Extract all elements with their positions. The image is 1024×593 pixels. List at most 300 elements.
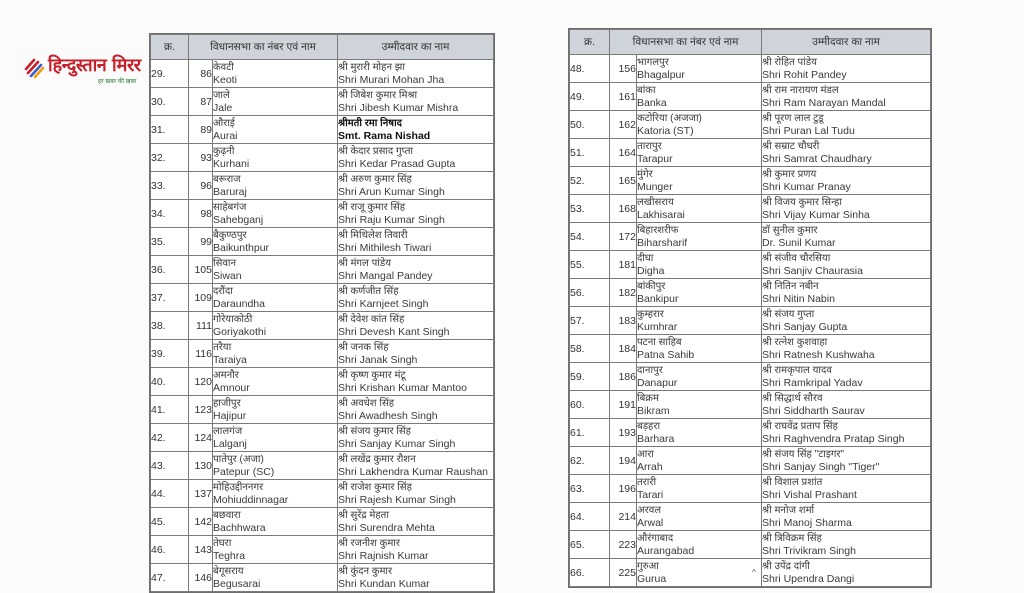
table-row [151, 452, 494, 480]
candidate-table-right [568, 28, 932, 588]
constituency-name [637, 419, 762, 447]
candidate-name [762, 335, 931, 363]
candidate-name-hindi: श्री मुरारी मोहन झा [338, 61, 405, 73]
constituency-number: 130 [189, 452, 213, 480]
candidate-name-hindi: श्री अवधेश सिंह [338, 397, 395, 409]
constituency-name-hindi: कुम्हरार [637, 308, 664, 320]
constituency-name [637, 391, 762, 419]
serial-number: 39. [151, 340, 189, 368]
candidate-name-hindi: श्री जिबेश कुमार मिश्रा [338, 89, 418, 101]
candidate-name-english: Shri Kundan Kumar [338, 577, 430, 590]
candidate-name [338, 452, 494, 480]
candidate-name-english: Shri Surendra Mehta [338, 521, 435, 534]
constituency-name-hindi: मुंगेर [637, 168, 653, 180]
constituency-number: 193 [610, 419, 637, 447]
constituency-name-english: Patepur (SC) [213, 465, 275, 478]
constituency-name [637, 559, 762, 587]
constituency-name-hindi: बिहारशरीफ [637, 224, 679, 236]
table-row [151, 228, 494, 256]
candidate-name [338, 88, 494, 116]
constituency-name [637, 167, 762, 195]
candidate-name-hindi: श्री विजय कुमार सिन्हा [762, 196, 842, 208]
serial-number: 38. [151, 312, 189, 340]
constituency-name-hindi: औरंगाबाद [637, 532, 674, 544]
candidate-name [762, 307, 931, 335]
candidate-name-english: Shri Ratnesh Kushwaha [762, 348, 875, 361]
table-row [151, 312, 494, 340]
table-row [151, 564, 494, 592]
candidate-name-english: Shri Devesh Kant Singh [338, 325, 450, 338]
serial-number: 34. [151, 200, 189, 228]
table-row [570, 167, 931, 195]
constituency-name [637, 503, 762, 531]
serial-number: 64. [570, 503, 610, 531]
serial-number: 58. [570, 335, 610, 363]
table-row [151, 88, 494, 116]
candidate-name-english: Shri Rajnish Kumar [338, 549, 429, 562]
candidate-name [338, 424, 494, 452]
constituency-name-english: Biharsharif [637, 236, 688, 249]
table-row [570, 419, 931, 447]
candidate-name [762, 111, 931, 139]
serial-number: 32. [151, 144, 189, 172]
constituency-name [213, 88, 338, 116]
constituency-name-english: Bachhwara [213, 521, 266, 534]
constituency-name-hindi: कटोरिया (अजजा) [637, 112, 702, 124]
constituency-name-english: Goriyakothi [213, 325, 267, 338]
constituency-name-hindi: दरौंदा [213, 285, 233, 297]
candidate-name [762, 279, 931, 307]
candidate-name-hindi: श्री मिथिलेश तिवारी [338, 229, 408, 241]
serial-number: 61. [570, 419, 610, 447]
constituency-name-english: Aurangabad [637, 544, 695, 557]
constituency-number: 109 [189, 284, 213, 312]
table-header-row [570, 30, 931, 55]
constituency-number: 225 [610, 559, 637, 587]
brand-name: हिन्दुस्तान मिरर [48, 55, 141, 76]
header-constituency: विधानसभा का नंबर एवं नाम [610, 30, 762, 55]
constituency-name [213, 200, 338, 228]
constituency-name-hindi: आरा [637, 448, 654, 460]
candidate-name-english: Shri Kedar Prasad Gupta [338, 157, 456, 170]
constituency-name-hindi: बिक्रम [637, 392, 659, 404]
header-candidate: उम्मीदवार का नाम [338, 35, 494, 60]
serial-number: 57. [570, 307, 610, 335]
serial-number: 54. [570, 223, 610, 251]
candidate-name [762, 531, 931, 559]
constituency-name [213, 480, 338, 508]
constituency-number: 162 [610, 111, 637, 139]
candidate-name-english: Shri Raju Kumar Singh [338, 213, 445, 226]
constituency-number: 181 [610, 251, 637, 279]
serial-number: 35. [151, 228, 189, 256]
stripes-logo-icon [24, 57, 48, 79]
constituency-number: 223 [610, 531, 637, 559]
constituency-number: 137 [189, 480, 213, 508]
constituency-number: 183 [610, 307, 637, 335]
candidate-name [762, 83, 931, 111]
candidate-name [338, 368, 494, 396]
constituency-name-english: Gurua [637, 572, 667, 585]
serial-number: 47. [151, 564, 189, 592]
constituency-name-hindi: अरवल [637, 504, 662, 516]
candidate-name [338, 396, 494, 424]
constituency-name [637, 195, 762, 223]
constituency-number: 86 [189, 60, 213, 88]
constituency-name-english: Bikram [637, 404, 670, 417]
candidate-name-hindi: डॉ सुनील कुमार [762, 224, 818, 236]
constituency-name-english: Barhara [637, 432, 675, 445]
candidate-name-english: Shri Trivikram Singh [762, 544, 856, 557]
constituency-number: 142 [189, 508, 213, 536]
serial-number: 33. [151, 172, 189, 200]
constituency-name-hindi: पातेपुर (अजा) [213, 453, 264, 465]
candidate-name-hindi: श्री कुंदन कुमार [338, 565, 393, 577]
constituency-name-english: Katoria (ST) [637, 124, 694, 137]
constituency-name-hindi: लखीसराय [637, 196, 674, 208]
table-row [151, 340, 494, 368]
constituency-name-english: Arrah [637, 460, 663, 473]
constituency-name [213, 508, 338, 536]
candidate-name-hindi: श्री संजय सिंह "टाइगर" [762, 448, 845, 460]
header-sno: क्र. [570, 30, 610, 55]
candidate-name-hindi: श्री संजय गुप्ता [762, 308, 815, 320]
constituency-name-english: Tarapur [637, 152, 673, 165]
constituency-name-hindi: बांका [637, 84, 656, 96]
table-row [570, 335, 931, 363]
constituency-number: 186 [610, 363, 637, 391]
table-header-row [151, 35, 494, 60]
constituency-name [637, 55, 762, 83]
candidate-name-hindi: श्री संजीव चौरसिया [762, 252, 831, 264]
candidate-name [762, 223, 931, 251]
constituency-number: 98 [189, 200, 213, 228]
table-row [151, 116, 494, 144]
page-mark: ^ [752, 568, 756, 577]
constituency-name-english: Hajipur [213, 409, 247, 422]
candidate-name-hindi: श्री रोहित पांडेय [762, 56, 817, 68]
constituency-number: 214 [610, 503, 637, 531]
candidate-name-english: Shri Murari Mohan Jha [338, 73, 445, 86]
constituency-name [213, 424, 338, 452]
constituency-name [637, 83, 762, 111]
constituency-name-english: Danapur [637, 376, 678, 389]
candidate-name-english: Shri Vishal Prashant [762, 488, 857, 501]
candidate-name-english: Shri Puran Lal Tudu [762, 124, 855, 137]
constituency-name-english: Sahebganj [213, 213, 264, 226]
candidate-name-hindi: श्री त्रिविक्रम सिंह [762, 532, 822, 544]
table-row [570, 195, 931, 223]
constituency-name-hindi: तरारी [637, 476, 657, 488]
serial-number: 63. [570, 475, 610, 503]
candidate-name [338, 256, 494, 284]
constituency-name-english: Bankipur [637, 292, 679, 305]
serial-number: 56. [570, 279, 610, 307]
serial-number: 42. [151, 424, 189, 452]
serial-number: 51. [570, 139, 610, 167]
candidate-name-hindi: श्री नितिन नबीन [762, 280, 819, 292]
candidate-name-hindi: श्री सम्राट चौधरी [762, 140, 820, 152]
serial-number: 29. [151, 60, 189, 88]
candidate-name-english: Shri Mithilesh Tiwari [338, 241, 432, 254]
candidate-name-english: Shri Ramkripal Yadav [762, 376, 863, 389]
candidate-name-hindi: श्री पूरण लाल टुडू [762, 112, 824, 124]
constituency-name-english: Lakhisarai [637, 208, 685, 221]
constituency-name-hindi: तरैया [213, 341, 232, 353]
constituency-name [637, 139, 762, 167]
constituency-name-hindi: दानापुर [637, 364, 663, 376]
header-candidate: उम्मीदवार का नाम [762, 30, 931, 55]
constituency-name-english: Patna Sahib [637, 348, 695, 361]
constituency-name [213, 144, 338, 172]
constituency-name-english: Digha [637, 264, 665, 277]
candidate-name [762, 503, 931, 531]
constituency-name [213, 340, 338, 368]
table-row [570, 139, 931, 167]
constituency-number: 146 [189, 564, 213, 592]
constituency-name-hindi: तारापुर [637, 140, 662, 152]
constituency-name-hindi: साहेबगंज [213, 201, 247, 213]
candidate-name [338, 508, 494, 536]
table-row [570, 391, 931, 419]
constituency-name [637, 279, 762, 307]
constituency-number: 93 [189, 144, 213, 172]
candidate-name-hindi: श्री जनक सिंह [338, 341, 389, 353]
constituency-number: 87 [189, 88, 213, 116]
table-row [570, 223, 931, 251]
constituency-number: 96 [189, 172, 213, 200]
table-row [570, 55, 931, 83]
candidate-name-hindi: श्री लखेंद्र कुमार रौशन [338, 453, 416, 465]
candidate-name-english: Shri Kumar Pranay [762, 180, 851, 193]
candidate-name [338, 536, 494, 564]
constituency-name-english: Aurai [213, 129, 238, 142]
serial-number: 37. [151, 284, 189, 312]
candidate-name-english: Shri Arun Kumar Singh [338, 185, 445, 198]
candidate-name-english: Shri Karnjeet Singh [338, 297, 429, 310]
constituency-number: 194 [610, 447, 637, 475]
constituency-name-english: Banka [637, 96, 667, 109]
candidate-name-hindi: श्री संजय कुमार सिंह [338, 425, 411, 437]
constituency-name [213, 536, 338, 564]
constituency-name-english: Begusarai [213, 577, 261, 590]
constituency-name-hindi: औराई [213, 117, 235, 129]
candidate-name [338, 116, 494, 144]
serial-number: 50. [570, 111, 610, 139]
constituency-number: 156 [610, 55, 637, 83]
constituency-name [213, 564, 338, 592]
constituency-number: 182 [610, 279, 637, 307]
candidate-name [338, 480, 494, 508]
constituency-number: 165 [610, 167, 637, 195]
candidate-name-english: Shri Krishan Kumar Mantoo [338, 381, 467, 394]
candidate-name-hindi: श्री राजेश कुमार सिंह [338, 481, 412, 493]
constituency-name [213, 172, 338, 200]
constituency-name [213, 60, 338, 88]
table-row [151, 508, 494, 536]
constituency-name-hindi: सिवान [213, 257, 237, 269]
constituency-name-english: Mohiuddinnagar [213, 493, 289, 506]
constituency-name-hindi: तेघरा [213, 537, 232, 549]
serial-number: 65. [570, 531, 610, 559]
table-row [151, 172, 494, 200]
constituency-name-english: Amnour [213, 381, 250, 394]
candidate-name-english: Shri Sanjay Singh "Tiger" [762, 460, 880, 473]
serial-number: 40. [151, 368, 189, 396]
table-row [151, 200, 494, 228]
constituency-number: 99 [189, 228, 213, 256]
candidate-name-hindi: श्रीमती रमा निषाद [338, 117, 402, 129]
candidate-name [338, 340, 494, 368]
constituency-name-hindi: बछवारा [213, 509, 241, 521]
serial-number: 59. [570, 363, 610, 391]
constituency-name [213, 284, 338, 312]
constituency-name [637, 223, 762, 251]
table-row [570, 363, 931, 391]
constituency-name-hindi: केवटी [213, 61, 234, 73]
constituency-name-hindi: गुरुआ [637, 560, 659, 572]
constituency-name [637, 363, 762, 391]
serial-number: 36. [151, 256, 189, 284]
serial-number: 46. [151, 536, 189, 564]
constituency-name [213, 396, 338, 424]
candidate-name [338, 564, 494, 592]
constituency-name-english: Arwal [637, 516, 664, 529]
candidate-name-english: Shri Rajesh Kumar Singh [338, 493, 456, 506]
candidate-name [762, 195, 931, 223]
constituency-name-english: Munger [637, 180, 673, 193]
candidate-name-english: Shri Mangal Pandey [338, 269, 433, 282]
table-row [151, 480, 494, 508]
candidate-name-english: Shri Janak Singh [338, 353, 418, 366]
table-row [151, 536, 494, 564]
constituency-name-english: Siwan [213, 269, 242, 282]
table-row [570, 447, 931, 475]
constituency-name-english: Teghra [213, 549, 246, 562]
candidate-name [338, 312, 494, 340]
candidate-name-hindi: श्री रामकृपाल यादव [762, 364, 832, 376]
constituency-name-hindi: बेगूसराय [213, 565, 244, 577]
table-row [151, 424, 494, 452]
serial-number: 49. [570, 83, 610, 111]
constituency-name-english: Taraiya [213, 353, 247, 366]
candidate-name-english: Shri Nitin Nabin [762, 292, 835, 305]
constituency-number: 105 [189, 256, 213, 284]
candidate-name [762, 475, 931, 503]
constituency-name-english: Bhagalpur [637, 68, 685, 81]
candidate-name [762, 167, 931, 195]
candidate-name-hindi: श्री रत्नेश कुशवाहा [762, 336, 828, 348]
constituency-name-hindi: भागलपुर [637, 56, 669, 68]
serial-number: 44. [151, 480, 189, 508]
candidate-name-english: Shri Samrat Chaudhary [762, 152, 872, 165]
candidate-name-hindi: श्री केदार प्रसाद गुप्ता [338, 145, 414, 157]
table-row [570, 307, 931, 335]
constituency-name-english: Jale [213, 101, 233, 114]
constituency-name [213, 452, 338, 480]
candidate-name-hindi: श्री राघवेंद्र प्रताप सिंह [762, 420, 838, 432]
candidate-name-english: Shri Sanjiv Chaurasia [762, 264, 863, 277]
candidate-name-english: Shri Jibesh Kumar Mishra [338, 101, 459, 114]
site-logo[interactable] [24, 55, 164, 95]
constituency-name-english: Kurhani [213, 157, 250, 170]
constituency-number: 184 [610, 335, 637, 363]
constituency-name [213, 116, 338, 144]
constituency-name-hindi: बरूराज [213, 173, 241, 185]
constituency-number: 196 [610, 475, 637, 503]
constituency-name-hindi: दीघा [637, 252, 654, 264]
constituency-name-english: Baikunthpur [213, 241, 270, 254]
constituency-name-english: Keoti [213, 73, 237, 86]
candidate-name-hindi: श्री कुमार प्रणय [762, 168, 817, 180]
candidate-name [762, 559, 931, 587]
candidate-name-hindi: श्री सिद्धार्थ सौरव [762, 392, 823, 404]
candidate-name [338, 172, 494, 200]
constituency-number: 168 [610, 195, 637, 223]
table-row [151, 60, 494, 88]
table-row [151, 144, 494, 172]
table-row [570, 531, 931, 559]
constituency-name-hindi: बैकुण्ठपुर [213, 229, 247, 241]
candidate-name-hindi: श्री रजनीश कुमार [338, 537, 401, 549]
constituency-name [637, 111, 762, 139]
constituency-name [213, 256, 338, 284]
candidate-name-hindi: श्री राजू कुमार सिंह [338, 201, 406, 213]
candidate-name [762, 251, 931, 279]
candidate-name-english: Shri Rohit Pandey [762, 68, 847, 81]
constituency-name [637, 447, 762, 475]
serial-number: 31. [151, 116, 189, 144]
table-row [570, 559, 931, 587]
constituency-name-hindi: गोरेयाकोठी [213, 313, 253, 325]
constituency-name [213, 228, 338, 256]
table-row [570, 503, 931, 531]
constituency-name-hindi: जाले [213, 89, 230, 101]
candidate-name-english: Shri Sanjay Gupta [762, 320, 848, 333]
candidate-name [338, 60, 494, 88]
constituency-number: 161 [610, 83, 637, 111]
constituency-number: 123 [189, 396, 213, 424]
constituency-name [637, 335, 762, 363]
constituency-name-hindi: लालगंज [213, 425, 243, 437]
candidate-name-hindi: श्री उपेंद्र दांगी [762, 560, 810, 572]
constituency-name-hindi: बांकीपुर [637, 280, 666, 292]
candidate-name [338, 228, 494, 256]
candidate-name [762, 419, 931, 447]
constituency-name-hindi: अमनौर [213, 369, 239, 381]
constituency-number: 191 [610, 391, 637, 419]
candidate-name-hindi: श्री सुरेंद्र मेहता [338, 509, 389, 521]
candidate-name-hindi: श्री मंगल पांडेय [338, 257, 392, 269]
candidate-name [762, 139, 931, 167]
constituency-name-english: Baruraj [213, 185, 247, 198]
brand-tagline: हर खबर की खबर [98, 79, 137, 85]
table-row [151, 284, 494, 312]
header-sno: क्र. [151, 35, 189, 60]
candidate-name-hindi: श्री देवेश कांत सिंह [338, 313, 405, 325]
table-row [570, 83, 931, 111]
candidate-name-english: Shri Vijay Kumar Sinha [762, 208, 870, 221]
constituency-number: 172 [610, 223, 637, 251]
constituency-number: 89 [189, 116, 213, 144]
constituency-name-english: Lalganj [213, 437, 247, 450]
candidate-table-left [149, 33, 495, 593]
constituency-name-hindi: कुढ़नी [213, 145, 235, 157]
constituency-name-english: Kumhrar [637, 320, 678, 333]
table-row [151, 368, 494, 396]
table-row [570, 279, 931, 307]
constituency-name-hindi: पटना साहिब [637, 336, 682, 348]
